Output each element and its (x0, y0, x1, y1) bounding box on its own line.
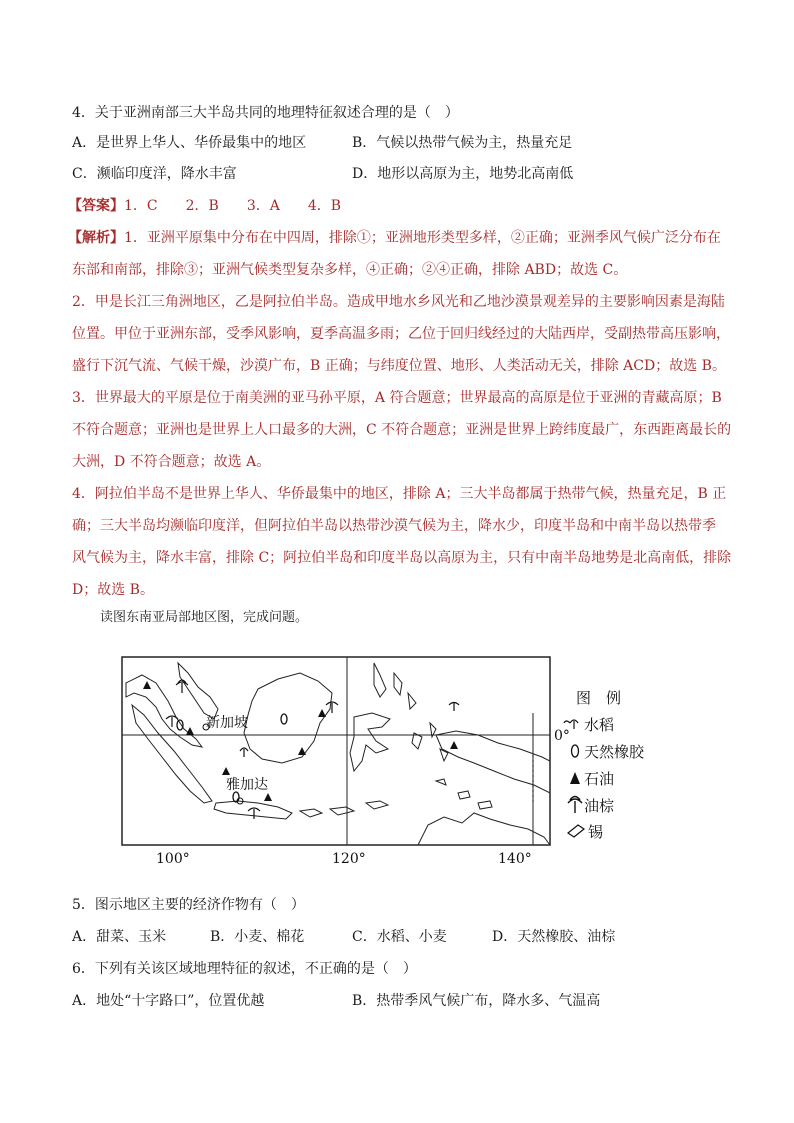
analysis-line-1 (68, 228, 721, 248)
malay-peninsula (126, 675, 202, 747)
answer-text: 1．C 2．B 3．A 4．B (124, 198, 342, 214)
q4-option-d: D．地形以高原为主，地势北高南低 (352, 166, 574, 182)
q4-option-a: A．是世界上华人、华侨最集中的地区 (72, 135, 307, 151)
rubber-icon (233, 792, 239, 802)
indochina-coast (178, 663, 218, 719)
analysis-line-10: 确；三大半岛均濒临印度洋，但阿拉伯半岛以热带沙漠气候为主，降水少，印度半岛和中南半岛以热带季 (72, 518, 716, 534)
map-intro: 读图东南亚局部地区图，完成问题。 (100, 610, 309, 625)
legend-rubber-label: 天然橡胶 (584, 743, 645, 761)
oil-icon (222, 767, 230, 775)
analysis-tag: 【解析】 (68, 230, 124, 246)
analysis-line-9: 4．阿拉伯半岛不是世界上华人、华侨最集中的地区，排除 A；三大半岛都属于热带气候，热量充足，B 正 (72, 486, 727, 502)
palm-icon (248, 808, 260, 819)
oil-icon (298, 747, 306, 755)
map-svg (118, 653, 645, 868)
java (214, 801, 292, 819)
q6-option-b: B．热带季风气候广布，降水多、气温高 (352, 993, 601, 1009)
q6-option-a: A．地处“十字路口”，位置优越 (72, 993, 265, 1009)
palm-icon (449, 703, 459, 712)
legend-oil-icon (570, 772, 580, 784)
philippines (374, 663, 416, 709)
legend-palm-label: 油棕 (584, 797, 615, 815)
q6-stem: 6．下列有关该区域地理特征的叙述，不正确的是（ ） (72, 961, 417, 977)
map-frame (122, 657, 550, 845)
oil-icon (186, 727, 194, 735)
legend-tin-icon (568, 825, 584, 837)
rice-symbols (240, 748, 248, 757)
analysis-line-2: 东部和南部，排除③；亚洲气候类型复杂多样，④正确；②④正确，排除 ABD；故选 C。 (72, 262, 628, 278)
q5-option-b: B．小麦、棉花 (210, 929, 305, 945)
analysis-line-6: 3．世界最大的平原是位于南美洲的亚马孙平原，A 符合题意；世界最高的高原是位于亚洲的青藏高原；B (72, 390, 722, 406)
palm-icon (166, 716, 178, 727)
analysis-line-11: 风气候为主，降水丰富，排除 C；阿拉伯半岛和印度半岛以高原为主，只有中南半岛地势是北高南低，排除 (72, 550, 732, 566)
oil-icon (318, 709, 326, 717)
legend-tin-label: 锡 (588, 823, 604, 841)
sulawesi (350, 713, 390, 771)
answer-line (68, 196, 341, 216)
analysis-line-12: D；故选 B。 (72, 582, 154, 598)
city-jakarta-label: 雅加达 (226, 777, 268, 793)
q4-option-b: B．气候以热带气候为主，热量充足 (352, 135, 573, 151)
analysis-line-4: 位置。甲位于亚洲东部，受季风影响，夏季高温多雨；乙位于回归线经过的大陆西岸，受副热带高压影响， (72, 326, 730, 342)
legend-palm-icon (568, 797, 582, 814)
legend-oil-label: 石油 (584, 770, 615, 788)
oil-icon (143, 681, 151, 689)
q5-stem: 5．图示地区主要的经济作物有（ ） (72, 897, 305, 913)
rice-icon (240, 748, 248, 757)
oil-icon (264, 793, 272, 801)
oil-symbols (143, 681, 458, 801)
legend-title: 图 例 (576, 689, 622, 707)
answer-tag: 【答案】 (68, 198, 124, 214)
australia-coast (418, 813, 550, 845)
lon-100-label: 100° (156, 851, 190, 867)
city-singapore-label: 新加坡 (206, 715, 248, 731)
lon-120-label: 120° (332, 851, 366, 867)
analysis-line-3: 2．甲是长江三角洲地区，乙是阿拉伯半岛。造成甲地水乡风光和乙地沙漠景观差异的主要影响因素是海陆 (72, 294, 725, 310)
small-islands (436, 779, 492, 809)
q5-option-d: D．天然橡胶、油棕 (492, 929, 616, 945)
legend-rice-label: 水稻 (584, 716, 615, 734)
analysis-line-5: 盛行下沉气流、气候干燥，沙漠广布，B 正确；与纬度位置、地形、人类活动无关，排除 ACD；故选 B。 (72, 358, 726, 374)
oil-icon (450, 741, 458, 749)
analysis-line-8: 大洲，D 不符合题意；故选 A。 (72, 454, 271, 470)
analysis-line-7: 不符合题意；亚洲也是世界上人口最多的大洲，C 不符合题意；亚洲是世界上跨纬度最广，东西距离最长的 (72, 422, 732, 438)
lesser-sunda (300, 801, 388, 817)
lat-zero-label: 0° (554, 728, 570, 744)
legend-rubber-icon (572, 745, 579, 757)
rubber-icon (177, 720, 183, 730)
southeast-asia-map (118, 653, 645, 868)
q4-option-c: C．濒临印度洋，降水丰富 (72, 166, 237, 182)
q4-stem: 4．关于亚洲南部三大半岛共同的地理特征叙述合理的是（ ） (72, 105, 459, 121)
borneo (244, 673, 332, 763)
q5-option-a: A．甜菜、玉米 (72, 929, 167, 945)
lon-140-label: 140° (498, 851, 532, 867)
analysis-text-1: 1．亚洲平原集中分布在中四周，排除①；亚洲地形类型多样，②正确；亚洲季风气候广泛分布在 (124, 230, 721, 246)
rubber-icon (281, 714, 287, 724)
q5-option-c: C．水稻、小麦 (352, 929, 447, 945)
moluccas (412, 723, 448, 761)
